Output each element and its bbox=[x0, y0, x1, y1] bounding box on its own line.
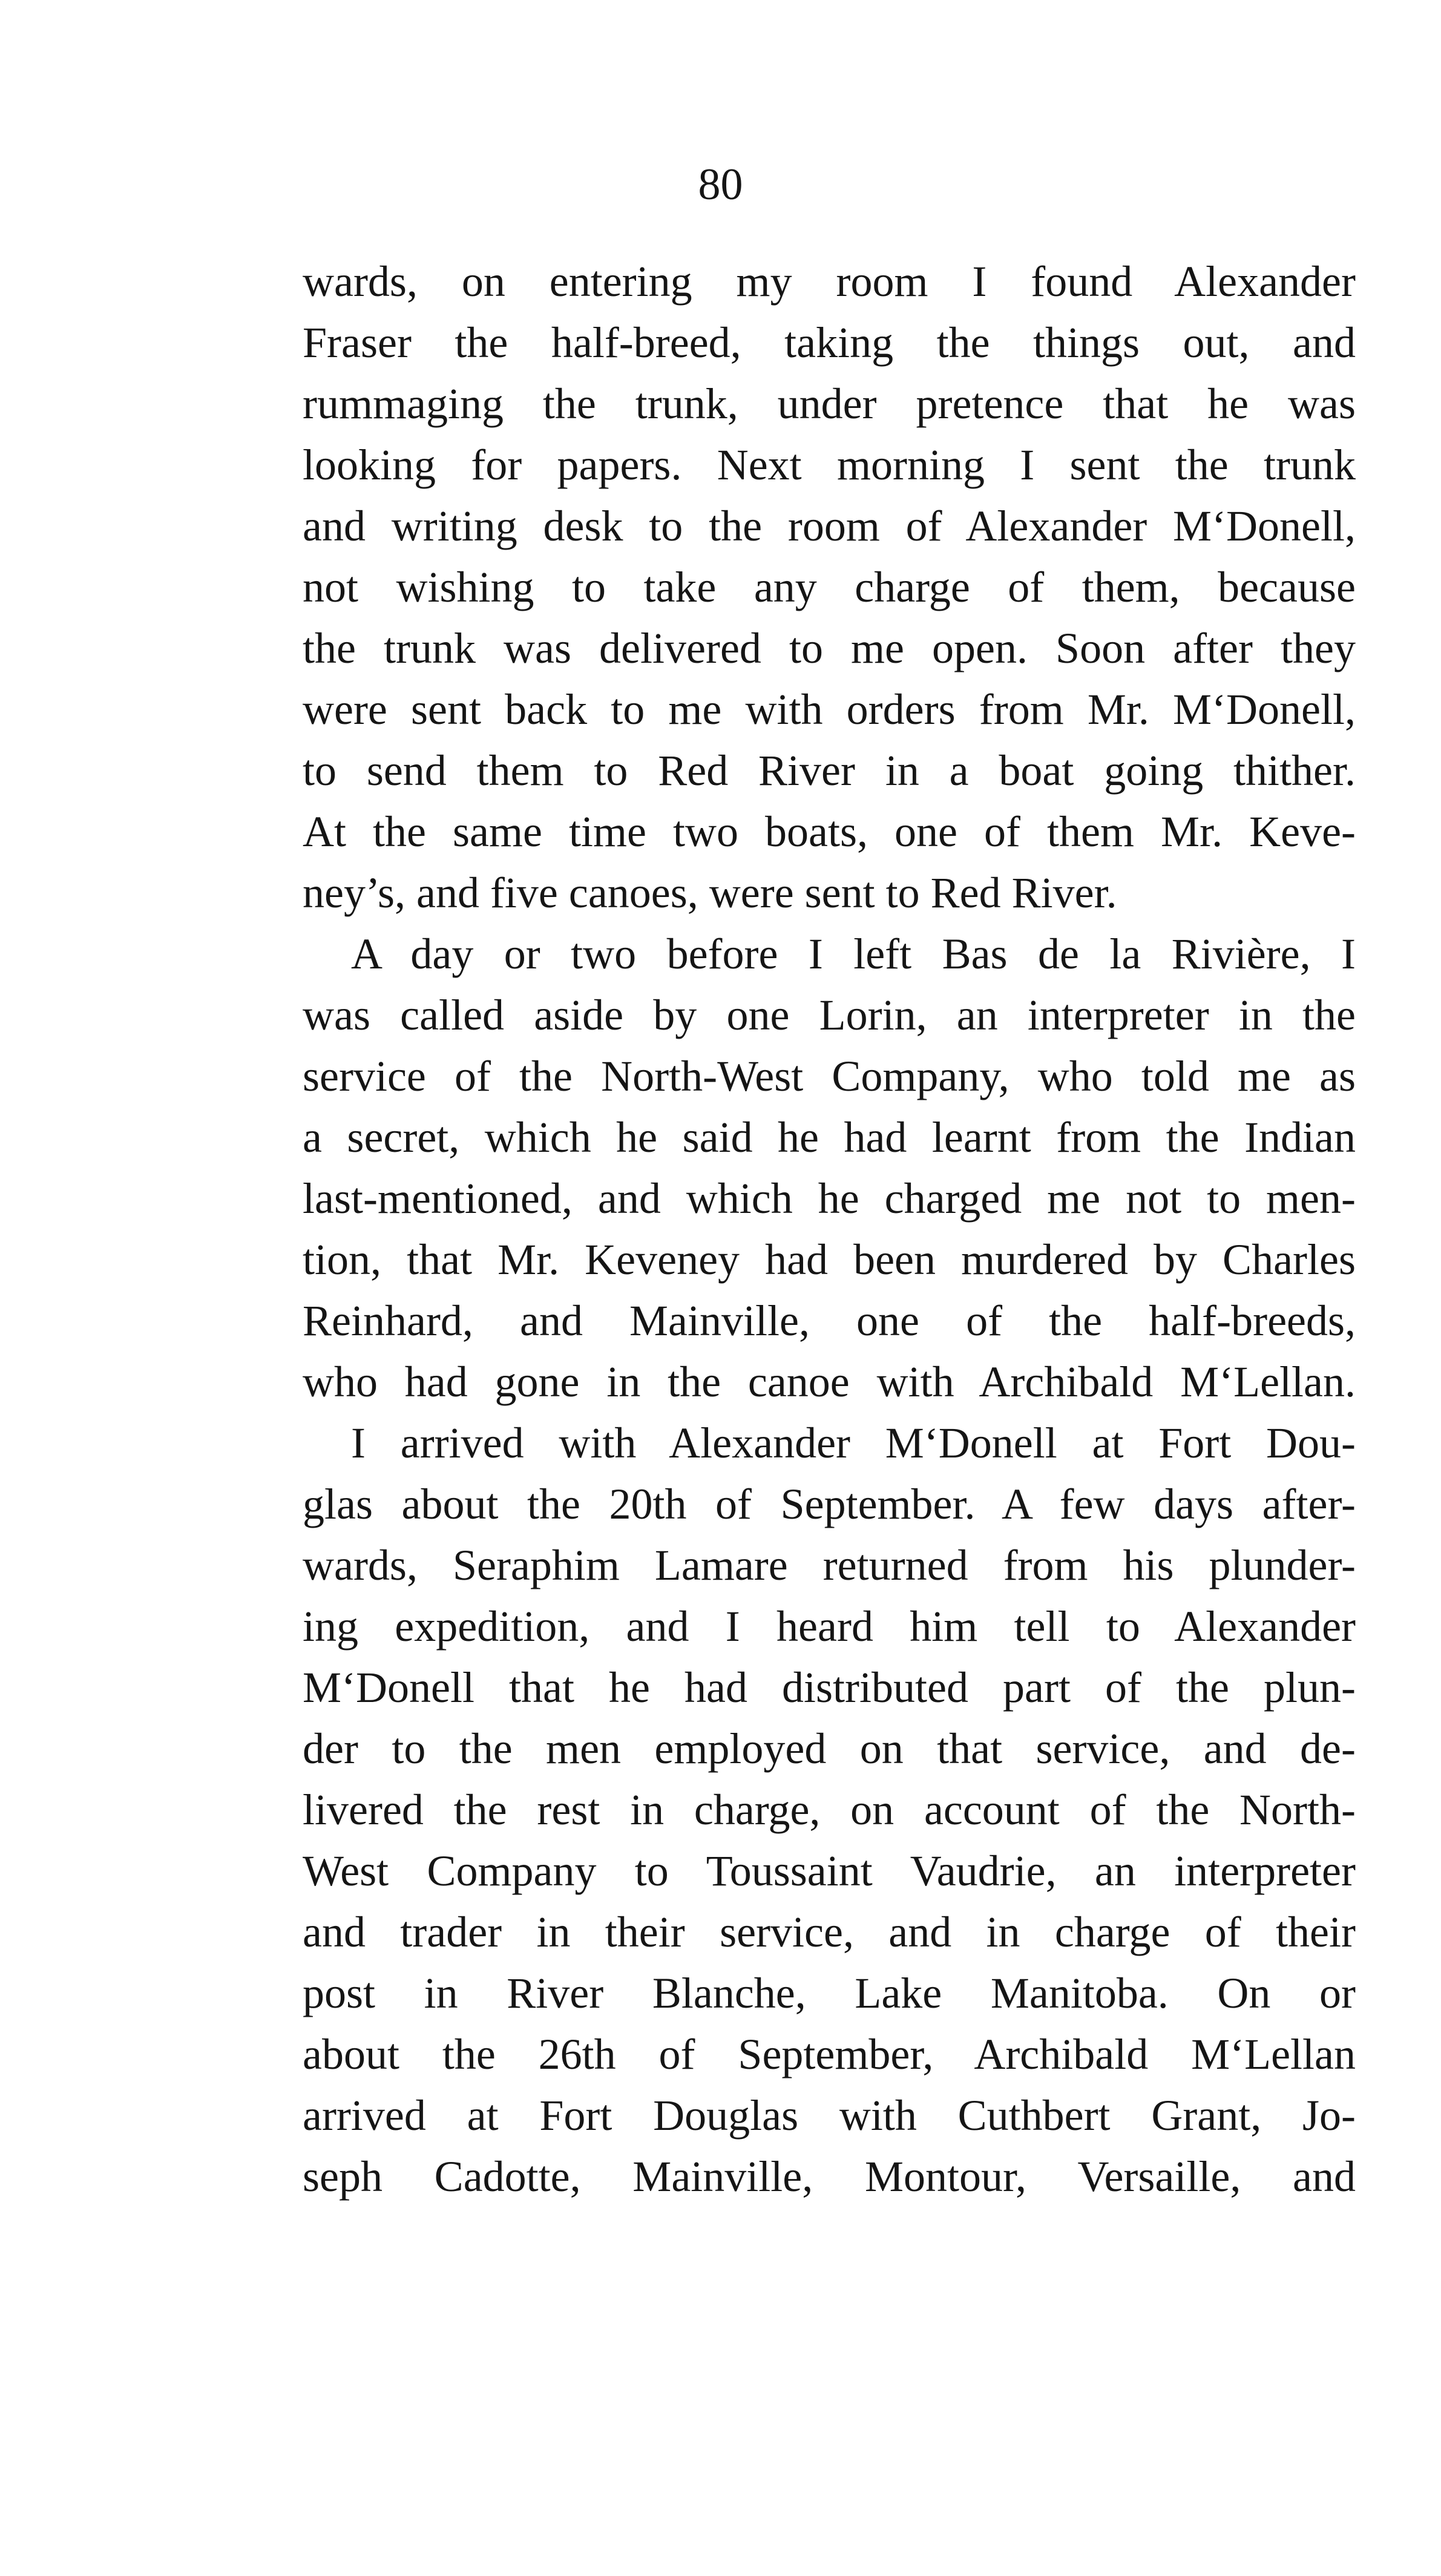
text-line: arrived at Fort Douglas with Cuthbert Grant, Jo- bbox=[303, 2091, 1356, 2140]
body-text bbox=[303, 251, 1356, 2207]
text-line: rummaging the trunk, under pretence that he was bbox=[303, 380, 1356, 428]
text-line: last-mentioned, and which he charged me not to men- bbox=[303, 1174, 1356, 1223]
paragraph-first-line: I arrived with Alexander M‘Donell at Fort Dou- bbox=[351, 1419, 1356, 1467]
text-line: and trader in their service, and in charge of their bbox=[303, 1908, 1356, 1956]
text-line: the trunk was delivered to me open. Soon after they bbox=[303, 624, 1356, 672]
text-line: West Company to Toussaint Vaudrie, an interpreter bbox=[303, 1847, 1356, 1895]
text-line: a secret, which he said he had learnt from the Indian bbox=[303, 1113, 1356, 1162]
text-line: ing expedition, and I heard him tell to Alexander bbox=[303, 1602, 1356, 1651]
paragraph-last-line: ney’s, and five canoes, were sent to Red River. bbox=[303, 869, 1117, 917]
text-line: about the 26th of September, Archibald M‘Lellan bbox=[303, 2030, 1356, 2078]
paragraph-last-line: who had gone in the canoe with Archibald M‘Lellan. bbox=[303, 1358, 1356, 1406]
text-line: M‘Donell that he had distributed part of the plun- bbox=[303, 1663, 1356, 1712]
text-line: and writing desk to the room of Alexander M‘Donell, bbox=[303, 502, 1356, 550]
text-line: not wishing to take any charge of them, because bbox=[303, 563, 1356, 611]
text-line: looking for papers. Next morning I sent the trunk bbox=[303, 441, 1356, 489]
text-line: were sent back to me with orders from Mr. M‘Donell, bbox=[303, 685, 1356, 734]
text-line: Fraser the half-breed, taking the things out, and bbox=[303, 318, 1356, 367]
text-line: wards, on entering my room I found Alexander bbox=[303, 257, 1356, 306]
text-line: At the same time two boats, one of them Mr. Keve- bbox=[303, 807, 1356, 856]
text-line: was called aside by one Lorin, an interpreter in the bbox=[303, 991, 1356, 1039]
text-line: seph Cadotte, Mainville, Montour, Versaille, and bbox=[303, 2152, 1356, 2201]
text-line: livered the rest in charge, on account of the North- bbox=[303, 1786, 1356, 1834]
text-line: glas about the 20th of September. A few days after- bbox=[303, 1480, 1356, 1528]
text-line: post in River Blanche, Lake Manitoba. On or bbox=[303, 1969, 1356, 2017]
text-line: Reinhard, and Mainville, one of the half-breeds, bbox=[303, 1296, 1356, 1345]
text-line: to send them to Red River in a boat going thither. bbox=[303, 746, 1356, 795]
text-line: der to the men employed on that service, and de- bbox=[303, 1724, 1356, 1773]
text-line: tion, that Mr. Keveney had been murdered by Charles bbox=[303, 1235, 1356, 1284]
text-line: service of the North-West Company, who told me as bbox=[303, 1052, 1356, 1100]
page-number: 80 bbox=[698, 160, 743, 209]
text-line: wards, Seraphim Lamare returned from his plunder- bbox=[303, 1541, 1356, 1589]
paragraph-first-line: A day or two before I left Bas de la Rivière, I bbox=[351, 930, 1356, 978]
